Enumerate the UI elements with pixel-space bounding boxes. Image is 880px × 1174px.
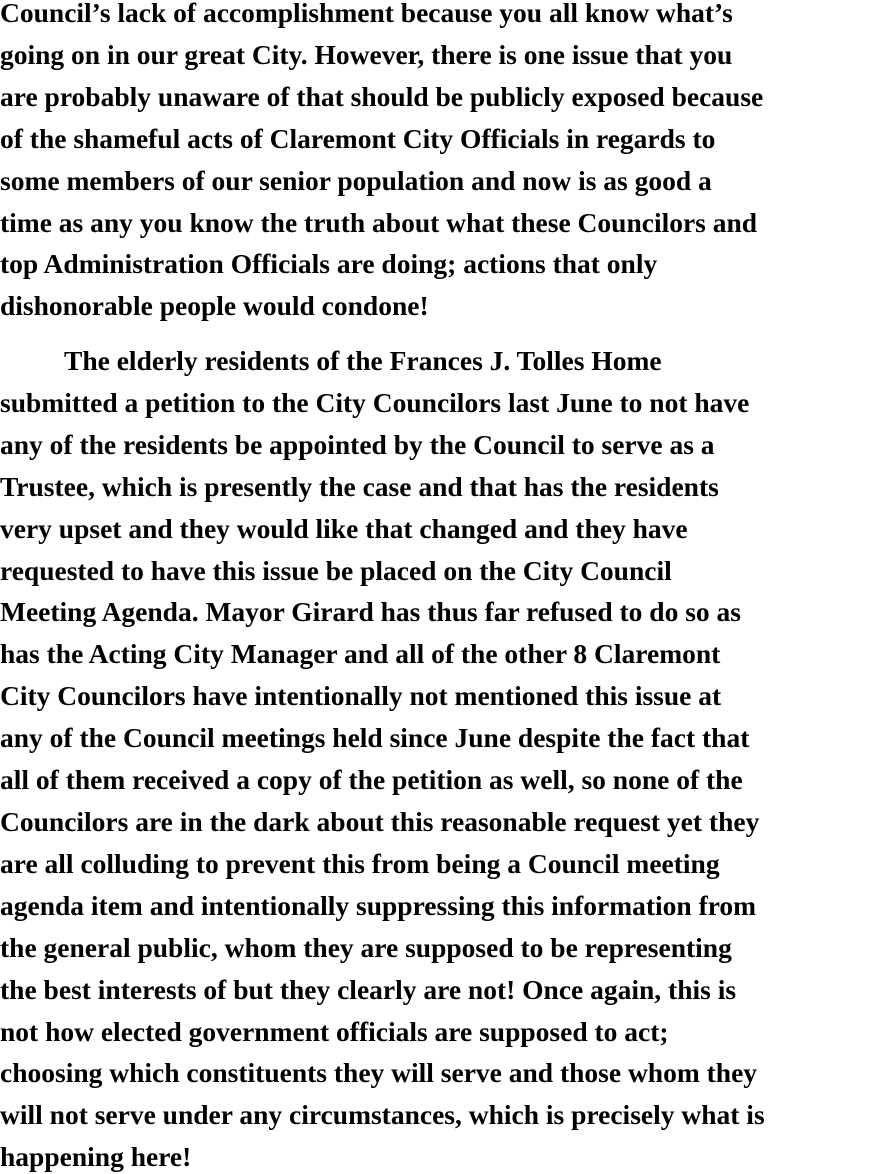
text-line: has the Acting City Manager and all of the other 8 Claremont [0,638,721,670]
text-line: Councilors are in the dark about this reasonable request yet they [0,805,760,837]
text-line: The elderly residents of the Frances J. Tolles Home [64,345,662,376]
text-line: are probably unaware of that should be publicly exposed because [0,80,764,112]
text-line: will not serve under any circumstances, which is precisely what is [0,1099,765,1131]
text-line: City Councilors have intentionally not mentioned this issue at [0,680,722,712]
text-line: dishonorable people would condone! [0,290,429,322]
text-line: some members of our senior population and now is as good a [0,164,712,196]
text-line: not how elected government officials are supposed to act; [0,1015,669,1047]
paragraph-2 [0,340,765,1174]
text-line: the general public, whom they are supposed to be representing [0,931,732,963]
text-line: Council’s lack of accomplishment because you all know what’s [0,0,733,28]
text-line: happening here! [0,1141,192,1173]
text-line: any of the residents be appointed by the Council to serve as a [0,428,715,460]
text-line: time as any you know the truth about what these Councilors and [0,206,758,238]
text-line: requested to have this issue be placed on the City Council [0,554,672,586]
text-line: very upset and they would like that changed and they have [0,512,688,544]
text-line: all of them received a copy of the petition as well, so none of the [0,764,743,796]
text-line: any of the Council meetings held since June despite the fact that [0,722,750,754]
text-line: of the shameful acts of Claremont City Officials in regards to [0,122,716,154]
text-line: Meeting Agenda. Mayor Girard has thus far refused to do so as [0,596,741,628]
text-line: agenda item and intentionally suppressing this information from [0,889,757,921]
text-line: choosing which constituents they will serve and those whom they [0,1057,758,1089]
text-line: the best interests of but they clearly are not! Once again, this is [0,973,737,1005]
text-line: Trustee, which is presently the case and that has the residents [0,470,719,502]
text-line: top Administration Officials are doing; actions that only [0,248,658,280]
text-line: are all colluding to prevent this from being a Council meeting [0,847,720,879]
text-line: submitted a petition to the City Councilors last June to not have [0,386,750,418]
paragraph-1 [0,0,763,327]
text-line: going on in our great City. However, there is one issue that you [0,38,733,70]
